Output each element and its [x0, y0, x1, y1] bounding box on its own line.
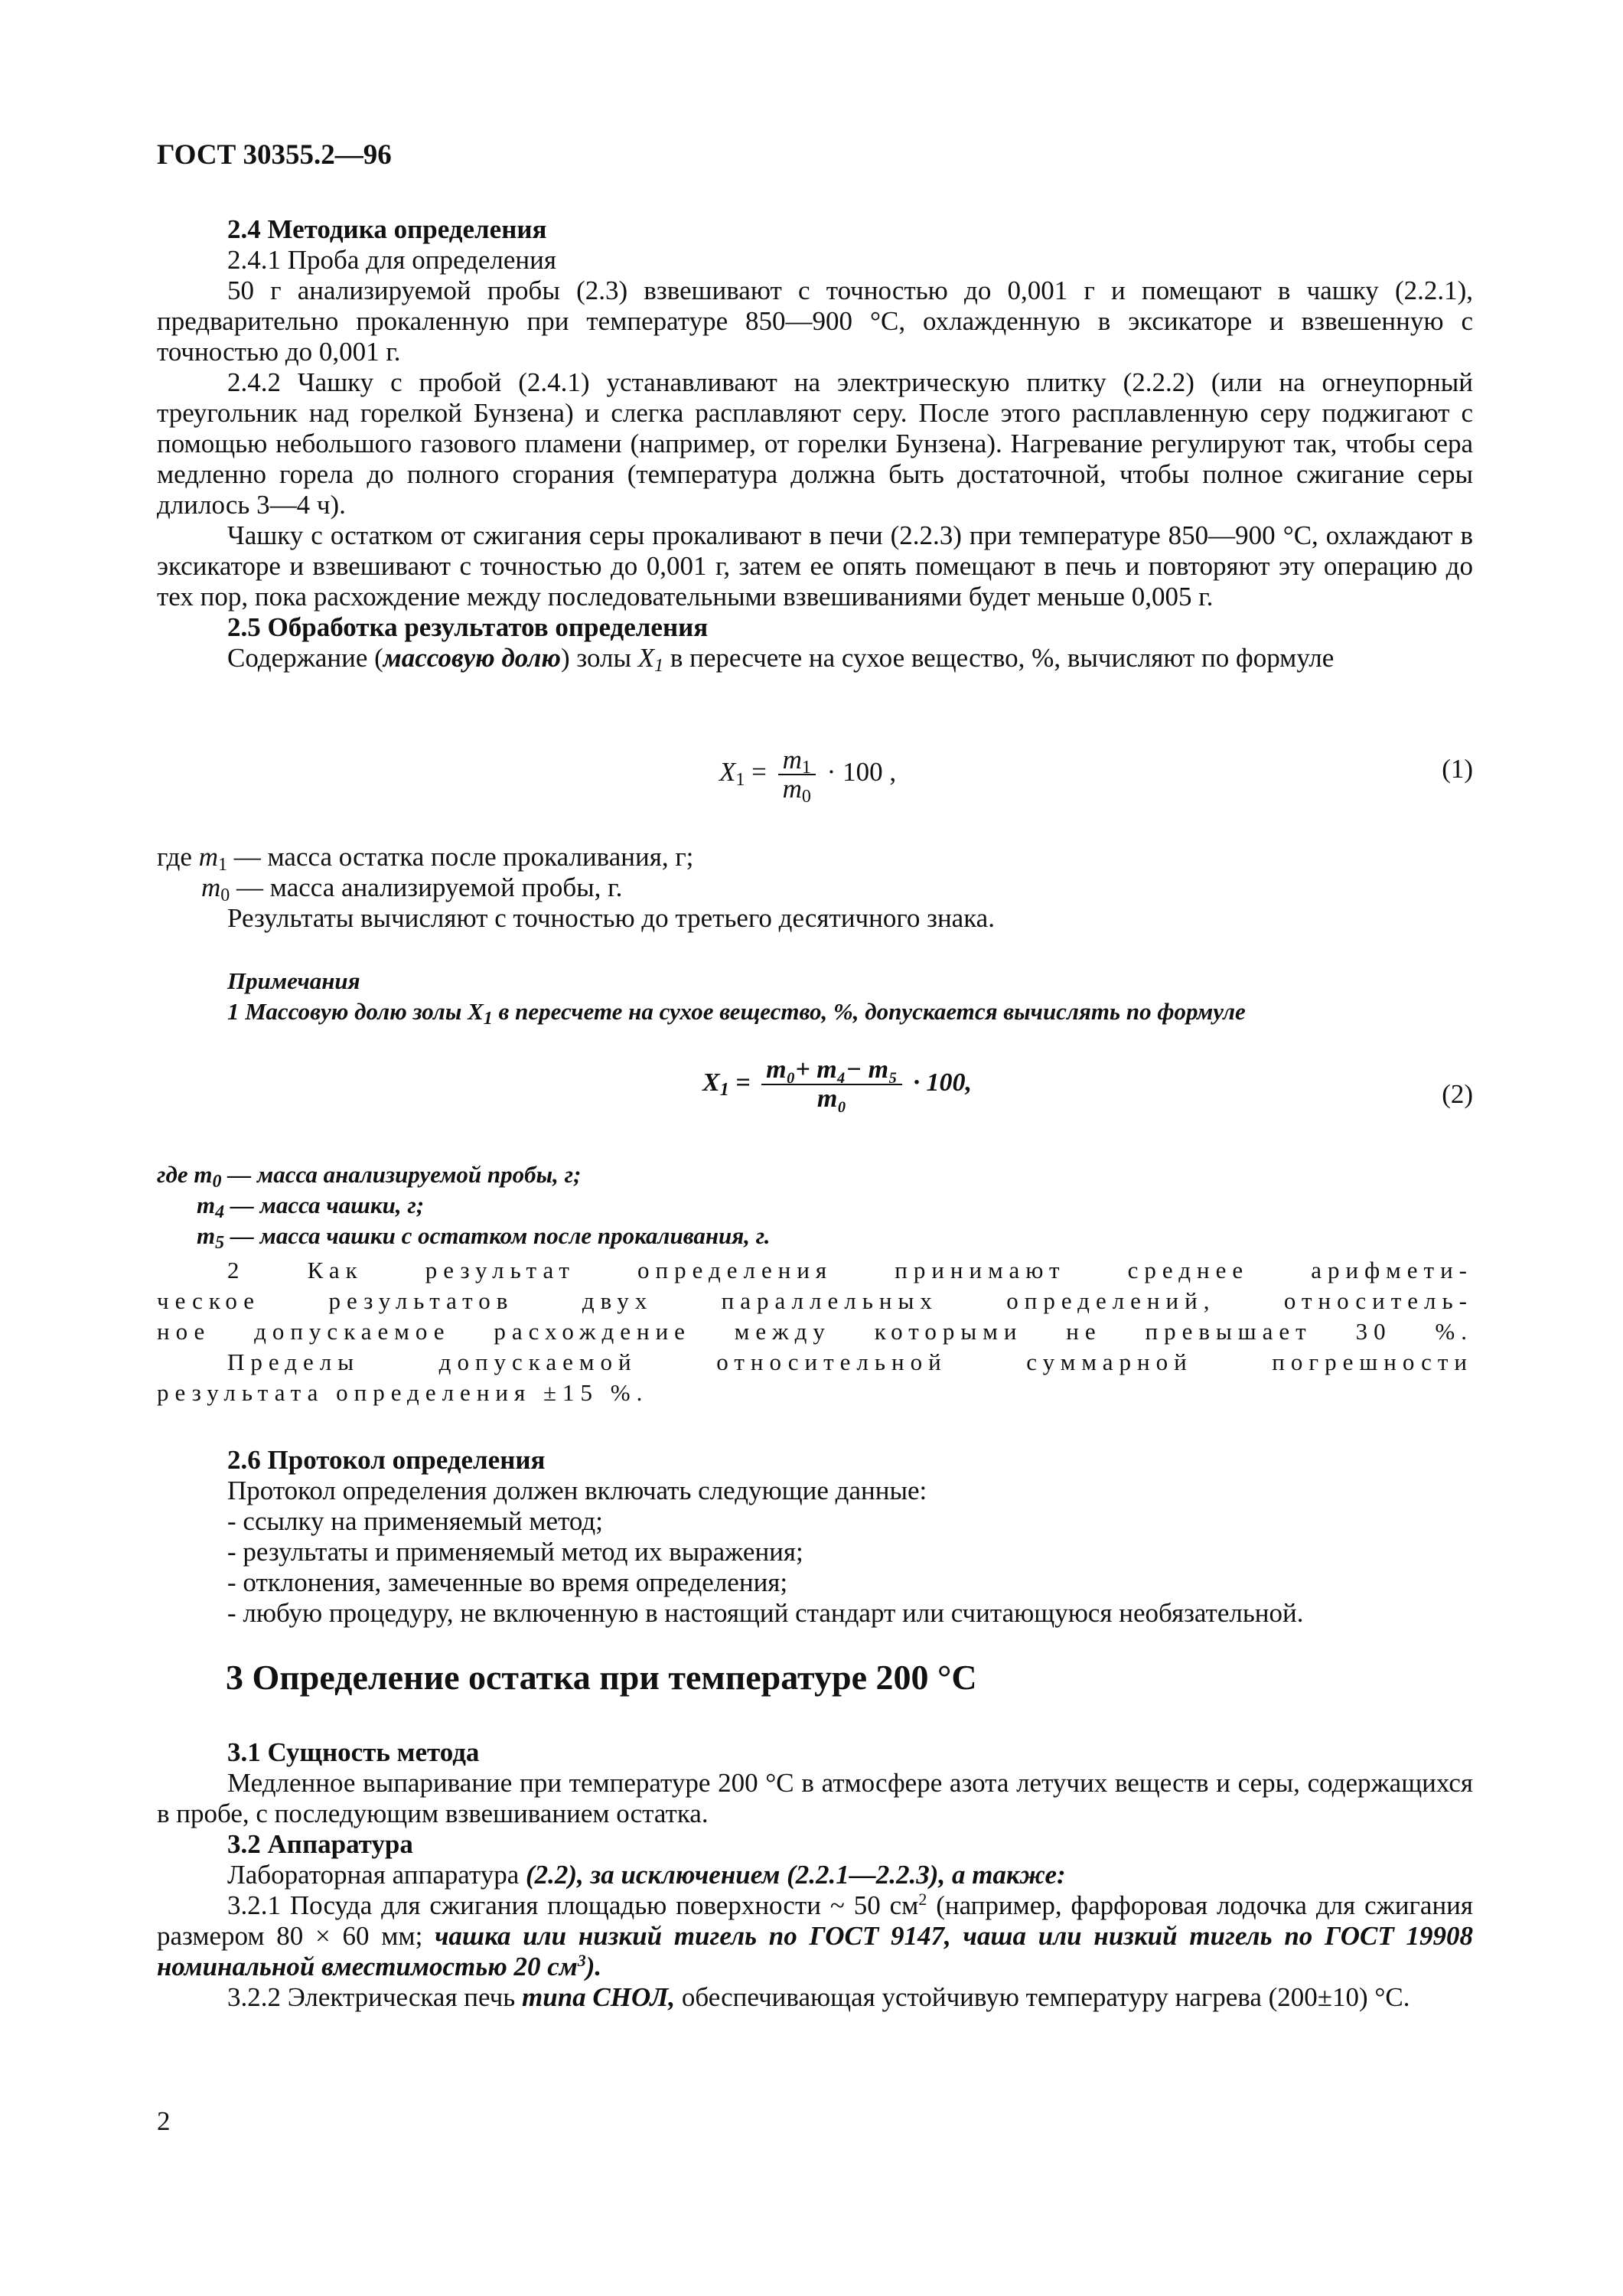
paragraph: Содержание (массовую долю) золы $X_1$ в пересчете на сухое вещество, %, вычисляют по формуле [227, 643, 1335, 676]
chapter-title: 3 Определение остатка при температуре 200 °С [226, 1658, 977, 1697]
list-item: - результаты и применяемый метод их выражения; [227, 1537, 803, 1567]
formula-2-legend [157, 1159, 1473, 1251]
list-item: - любую процедуру, не включенную в настоящий стандарт или считающуюся необязательной. [227, 1598, 1304, 1628]
legend-line: где $m_1$ — масса остатка после прокаливания, г; [157, 842, 694, 875]
section-heading: 2.6 Протокол определения [227, 1445, 546, 1475]
formula-1: $X_1$ = $\frac{m_1}{m_0}$ · 100 , [719, 745, 897, 807]
paragraph: Результаты вычисляют с точностью до третьего десятичного знака. [227, 903, 995, 933]
notes [157, 966, 1473, 1027]
page-number: 2 [157, 2106, 171, 2136]
note-line: результата определения ±15 %. [157, 1379, 649, 1406]
equation-number: (2) [1442, 1079, 1473, 1109]
section-heading: 2.5 Обработка результатов определения [227, 612, 709, 642]
note-2 [157, 1255, 1473, 1408]
paragraph: 3.2.2 Электрическая печь типа СНОЛ, обеспечивающая устойчивую температуру нагрева (200±10) °С. [227, 1982, 1410, 2012]
notes-title: Примечания [227, 967, 360, 994]
paragraph: Медленное выпаривание при температуре 200 °С в атмосфере азота летучих веществ и серы, содержащихся в пробе, с последующим взвешиванием остатка. [157, 1768, 1473, 1828]
paragraph: 2.4.2 Чашку с пробой (2.4.1) устанавливают на электрическую плитку (2.2.2) (или на огнеупорный треугольник над горелкой Бунзена) и слегка расплавляют серу. После этого расплавленную серу поджигают с помощью небольшого газового пламени (например, от горелки Бунзена). Нагревание регулируют так, чтобы сера медленно горела до полного сгорания (температура должна быть достаточной, чтобы полное сжигание серы длилось 3—4 ч). [157, 367, 1473, 520]
fraction: $\frac{\text{m₀+ m₄− m₅}}{\text{m₀}}$ [761, 1056, 902, 1113]
formula-1-legend [157, 842, 1473, 934]
fraction: $\frac{m_1}{m_0}$ [778, 746, 816, 803]
note-line: Пределы допускаемой относительной суммарной погрешности [227, 1349, 1473, 1375]
legend-line: $m_0$ — масса анализируемой пробы, г. [201, 872, 623, 905]
section-3 [157, 1737, 1473, 2013]
paragraph: 50 г анализируемой пробы (2.3) взвешивают с точностью до 0,001 г и помещают в чашку (2.2.1), предварительно прокаленную при температуре 850—900 °С, охлажденную в эксикаторе и взвешенную с точностью до 0,001 г. [157, 276, 1473, 367]
legend-line: $m_4$ — масса чашки, г; [197, 1192, 425, 1222]
section-2-6 [157, 1445, 1473, 1629]
paragraph: Протокол определения должен включать следующие данные: [227, 1476, 927, 1505]
section-2-4 [157, 214, 1473, 676]
paragraph: Лабораторная аппаратура (2.2), за исключением (2.2.1—2.2.3), а также: [227, 1860, 1066, 1890]
paragraph: Чашку с остатком от сжигания серы прокаливают в печи (2.2.3) при температуре 850—900 °С, охлаждают в эксикаторе и взвешивают с точностью до 0,001 г, затем ее опять помещают в печь и повторяют эту операцию до тех пор, пока расхождение между последовательными взвешиваниями будет меньше 0,005 г. [157, 520, 1473, 612]
legend-line: где $m_0$ — масса анализируемой пробы, г; [157, 1161, 582, 1192]
formula-2: $X_1$ = $\frac{\text{m₀+ m₄− m₅}}{\text{m₀}}$ · 100, [702, 1055, 972, 1113]
paragraph: 3.2.1 Посуда для сжигания площадью поверхности ~ 50 $см^2$ (например, фарфоровая лодочка для сжигания размером 80 × 60 мм; чашка или низкий тигель по ГОСТ 9147, чаша или низкий тигель по ГОСТ 19908 номинальной вместимостью 20 $см^3$). [157, 1890, 1474, 1981]
note-line: ческое результатов двух параллельных определений, относитель- [157, 1287, 1473, 1314]
legend-line: $m_5$ — масса чашки с остатком после прокаливания, г. [197, 1222, 771, 1253]
section-heading: 3.1 Сущность метода [227, 1737, 480, 1767]
note-1: 1 Массовую долю золы $X_1$ в пересчете на сухое вещество, %, допускается вычислять по формуле [227, 998, 1246, 1029]
note-line: ное допускаемое расхождение между которыми не превышает 30 %. [157, 1318, 1473, 1345]
section-heading: 2.4 Методика определения [227, 214, 547, 244]
section-heading: 3.2 Аппаратура [227, 1829, 413, 1859]
document-code: ГОСТ 30355.2—96 [157, 139, 392, 171]
note-line: 2 Как результат определения принимают среднее арифмети- [227, 1257, 1473, 1283]
list-item: - ссылку на применяемый метод; [227, 1506, 603, 1536]
equation-number: (1) [1442, 754, 1473, 784]
subsection-title: 2.4.1 Проба для определения [227, 245, 556, 275]
list-item: - отклонения, замеченные во время определения; [227, 1567, 788, 1597]
